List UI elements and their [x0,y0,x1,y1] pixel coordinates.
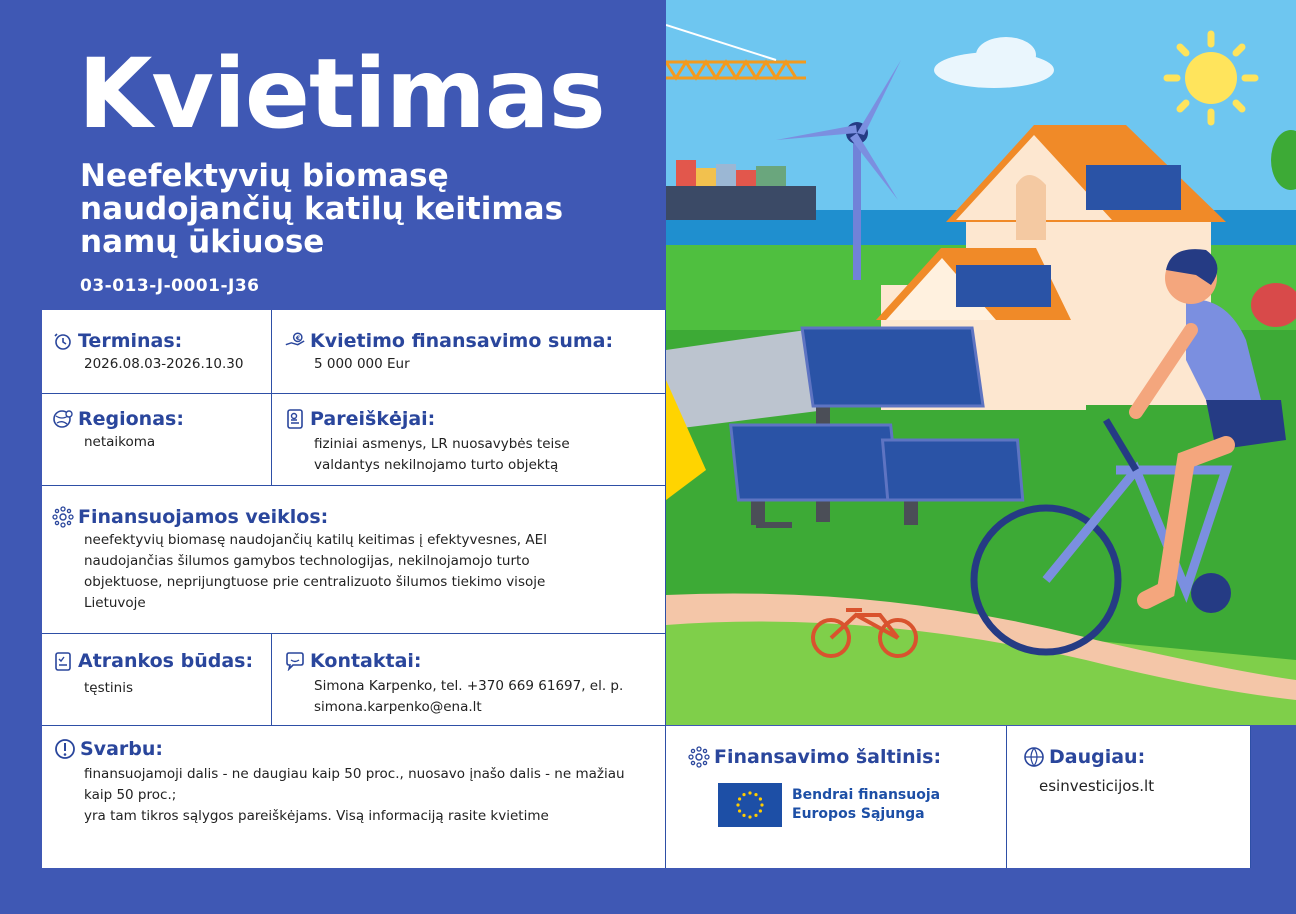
pareiskejai-line-2: valdantys nekilnojamo turto objektą [314,457,559,473]
eu-line-1: Bendrai finansuoja [792,787,941,803]
page-subtitle: Neefektyvių biomasę naudojančių katilų keitimas namų ūkiuose [80,158,564,261]
suma-cell [272,310,666,394]
daugiau-link[interactable]: esinvesticijos.lt [1039,777,1155,795]
regionas-value: netaikoma [84,434,156,450]
veiklos-line-2: naudojančias šilumos gamybos technologijas, nekilnojamojo turto [84,553,530,569]
veiklos-line-3: objektuose, neprijungtuose prie centralizuoto šilumos tiekimo visoje [84,574,546,590]
veiklos-line-1: neefektyvių biomasę naudojančių katilų keitimas į efektyvesnes, AEI [84,532,548,548]
renewable-energy-illustration [666,0,1296,725]
clock-icon [52,330,74,352]
kontaktai-cell [272,634,666,726]
network-icon [688,746,710,768]
applicant-doc-icon [284,408,306,430]
kontaktai-line-1: Simona Karpenko, tel. +370 669 61697, el. p. [314,678,624,694]
eu-line-2: Europos Sąjunga [792,806,925,822]
regionas-cell [42,394,272,486]
pareiskejai-line-1: fiziniai asmenys, LR nuosavybės teise [314,436,570,452]
daugiau-label: Daugiau: [1049,746,1146,768]
network-icon [52,506,74,528]
eu-flag-icon [718,783,782,827]
illustration [666,0,1296,725]
chat-icon [284,650,306,672]
terminas-value: 2026.08.03-2026.10.30 [84,356,244,372]
terminas-label: Terminas: [78,330,183,352]
daugiau-cell [1007,726,1251,868]
pareiskejai-cell [272,394,666,486]
exclamation-icon [54,738,76,760]
globe-pin-icon [52,408,74,430]
kontaktai-line-2: simona.karpenko@ena.lt [314,699,482,715]
veiklos-cell [42,486,666,634]
svarbu-label: Svarbu: [80,738,163,760]
regionas-label: Regionas: [78,408,184,430]
suma-label: Kvietimo finansavimo suma: [310,330,614,352]
svarbu-cell [42,726,666,868]
saltinis-cell [666,726,1007,868]
svarbu-line-2: kaip 50 proc.; [84,787,177,803]
call-code: 03-013-J-0001-J36 [80,276,260,296]
atranka-value: tęstinis [84,680,134,696]
header [0,0,665,310]
svarbu-line-3: yra tam tikros sąlygos pareiškėjams. Visą informaciją rasite kvietime [84,808,549,824]
money-hand-icon [284,330,306,352]
veiklos-line-4: Lietuvoje [84,595,146,611]
atranka-label: Atrankos būdas: [78,650,254,672]
veiklos-label: Finansuojamos veiklos: [78,506,329,528]
www-icon [1023,746,1045,768]
saltinis-label: Finansavimo šaltinis: [714,746,942,768]
kontaktai-label: Kontaktai: [310,650,422,672]
svg-text:€: € [295,334,301,343]
atranka-cell [42,634,272,726]
eu-logo [718,783,940,827]
pareiskejai-label: Pareiškėjai: [310,408,436,430]
svarbu-line-1: finansuojamoji dalis - ne daugiau kaip 50 proc., nuosavo įnašo dalis - ne mažiau [84,766,625,782]
page-title: Kvietimas [78,38,605,150]
checklist-icon [52,650,74,672]
terminas-cell [42,310,272,394]
suma-value: 5 000 000 Eur [314,356,410,372]
